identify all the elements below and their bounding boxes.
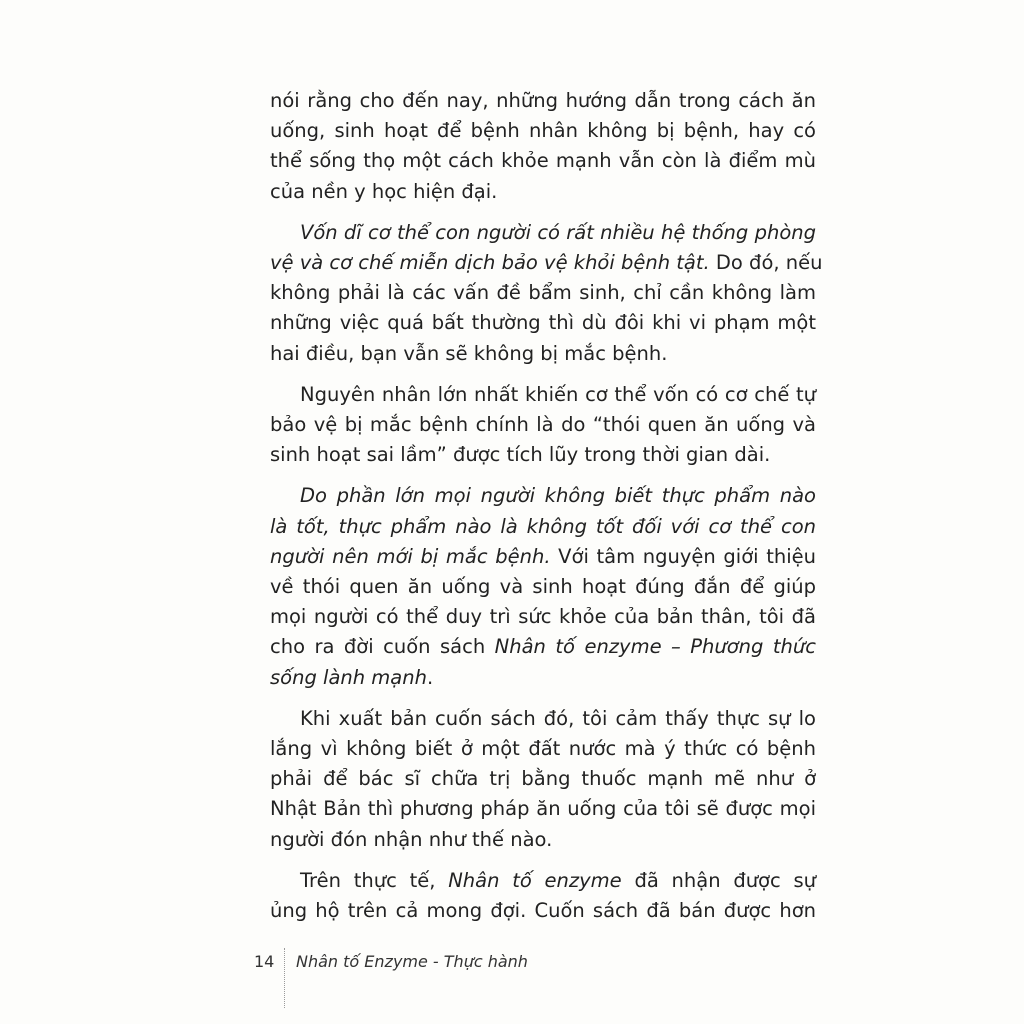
text-line: những việc quá bất thường thì dù đôi khi vi phạm một (270, 311, 816, 335)
italic-text: là tốt, thực phẩm nào là không tốt đối với cơ thể con (270, 514, 816, 538)
regular-text: Trên thực tế, (300, 868, 449, 892)
book-title-text: Nhân tố enzyme – Phương thức (494, 635, 816, 659)
text-line: bảo vệ bị mắc bệnh chính là do “thói quen ăn uống và (270, 413, 816, 437)
italic-text: Vốn dĩ cơ thể con người có rất nhiều hệ thống phòng (300, 220, 816, 244)
regular-text: đã nhận được sự (621, 868, 816, 892)
text-line: không phải là các vấn đề bẩm sinh, chỉ cần không làm (270, 281, 816, 305)
text-line: hai điều, bạn vẫn sẽ không bị mắc bệnh. (270, 341, 668, 365)
paragraph-5 (270, 704, 816, 855)
regular-text: Do đó, nếu (709, 251, 823, 275)
text-line: Nhật Bản thì phương pháp ăn uống của tôi sẽ được mọi (270, 797, 816, 821)
book-title-text: sống lành mạnh (270, 665, 427, 689)
regular-text: . (426, 665, 434, 689)
running-title: Nhân tố Enzyme - Thực hành (296, 952, 528, 971)
text-line: Khi xuất bản cuốn sách đó, tôi cảm thấy thực sự lo (300, 706, 816, 730)
text-line (270, 866, 816, 896)
italic-text: vệ và cơ chế miễn dịch bảo vệ khỏi bệnh tật. (270, 251, 710, 275)
paragraph-3 (270, 380, 816, 471)
footer-divider (284, 948, 285, 1008)
text-line: phải để bác sĩ chữa trị bằng thuốc mạnh mẽ như ở (270, 767, 816, 791)
regular-text: cho ra đời cuốn sách (270, 635, 495, 659)
text-line: Nguyên nhân lớn nhất khiến cơ thể vốn có cơ chế tự (300, 382, 816, 406)
text-line (270, 248, 823, 278)
text-line (270, 512, 816, 542)
text-line (270, 632, 816, 662)
italic-text: người nên mới bị mắc bệnh. (270, 544, 551, 568)
regular-text: Với tâm nguyện giới thiệu (550, 544, 816, 568)
text-line: của nền y học hiện đại. (270, 179, 498, 203)
text-line: người đón nhận như thế nào. (270, 827, 553, 851)
paragraph-6 (270, 866, 816, 926)
text-line: lắng vì không biết ở một đất nước mà ý thức có bệnh (270, 737, 816, 761)
page-number: 14 (254, 952, 275, 971)
paragraph-1 (270, 86, 816, 207)
italic-text: Do phần lớn mọi người không biết thực phẩm nào (300, 484, 816, 508)
text-line: về thói quen ăn uống và sinh hoạt đúng đắn để giúp (270, 575, 816, 599)
text-line: ủng hộ trên cả mong đợi. Cuốn sách đã bán được hơn (270, 899, 816, 923)
text-line: sinh hoạt sai lầm” được tích lũy trong thời gian dài. (270, 443, 771, 467)
text-line: thể sống thọ một cách khỏe mạnh vẫn còn là điểm mù (270, 149, 816, 173)
text-line: uống, sinh hoạt để bệnh nhân không bị bệnh, hay có (270, 119, 816, 143)
text-line (270, 542, 816, 572)
text-line: nói rằng cho đến nay, những hướng dẫn trong cách ăn (270, 89, 816, 112)
book-title-text: Nhân tố enzyme (448, 868, 622, 892)
text-line (270, 218, 816, 248)
paragraph-4 (270, 481, 816, 692)
text-line: mọi người có thể duy trì sức khỏe của bản thân, tôi đã (270, 605, 816, 629)
body-text (270, 86, 823, 937)
paragraph-2 (270, 218, 823, 369)
text-line (270, 663, 816, 693)
text-line (270, 481, 816, 511)
